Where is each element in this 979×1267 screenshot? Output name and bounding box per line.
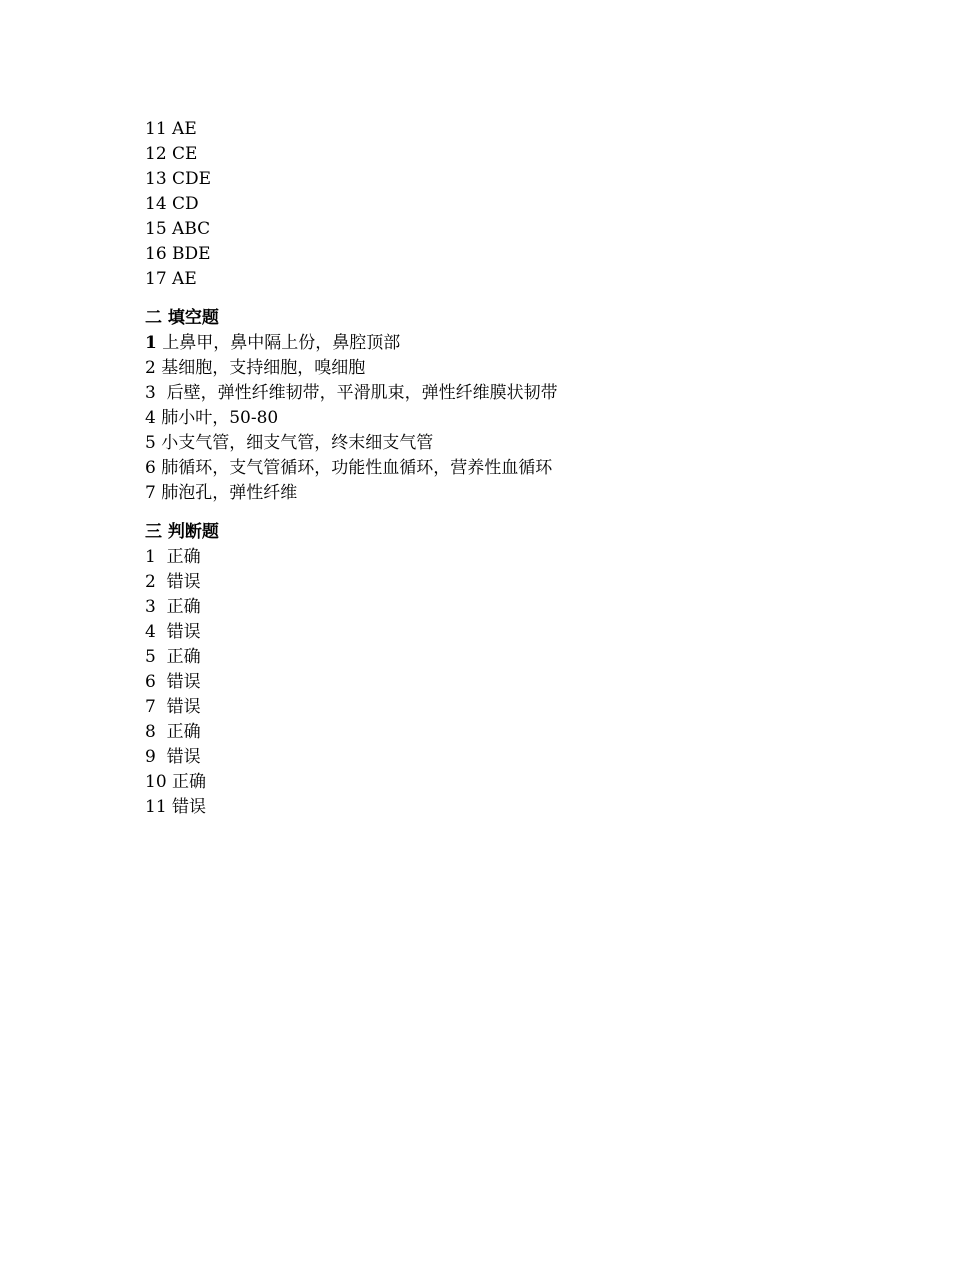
answer-text: 后壁，弹性纤维韧带，平滑肌束，弹性纤维膜状韧带: [161, 383, 558, 403]
fill-blank-section: [145, 306, 845, 506]
answer-line: [145, 267, 845, 292]
question-number: 14: [145, 194, 167, 214]
answer-line: [145, 406, 845, 431]
answer-line: [145, 381, 845, 406]
answer-line: [145, 331, 845, 356]
question-number: 8: [145, 722, 162, 742]
answer-text: CD: [172, 194, 199, 214]
answer-line: [145, 795, 845, 820]
answer-line: [145, 431, 845, 456]
answer-text: 正确: [166, 647, 201, 667]
answer-text: CDE: [172, 169, 212, 189]
answer-line: [145, 167, 845, 192]
answer-text: 错误: [166, 672, 201, 692]
answer-text: 肺泡孔，弹性纤维: [161, 483, 298, 503]
answer-text: 正确: [166, 597, 201, 617]
true-false-section: [145, 520, 845, 820]
answer-text: 错误: [166, 572, 201, 592]
answer-line: [145, 356, 845, 381]
answer-line: [145, 456, 845, 481]
answer-text: 正确: [166, 547, 201, 567]
answer-line: [145, 481, 845, 506]
question-number: 4: [145, 622, 162, 642]
section-heading: 二 填空题: [145, 308, 219, 328]
answer-text: 正确: [166, 722, 201, 742]
answer-text: BDE: [172, 244, 211, 264]
answer-text: ABC: [172, 219, 211, 239]
question-number: 10: [145, 772, 167, 792]
section-heading: 三 判断题: [145, 522, 219, 542]
answer-text: 错误: [166, 747, 201, 767]
question-number: 7: [145, 697, 162, 717]
question-number: 12: [145, 144, 167, 164]
question-number: 1: [145, 333, 157, 353]
question-number: 15: [145, 219, 167, 239]
answer-line: [145, 192, 845, 217]
answer-line: [145, 745, 845, 770]
answer-text: 正确: [172, 772, 207, 792]
question-number: 6: [145, 672, 162, 692]
answer-line: [145, 620, 845, 645]
answer-text: AE: [172, 119, 197, 139]
question-number: 17: [145, 269, 167, 289]
question-number: 13: [145, 169, 167, 189]
answer-line: [145, 217, 845, 242]
answer-text: 错误: [172, 797, 207, 817]
question-number: 11: [145, 119, 167, 139]
answer-line: [145, 545, 845, 570]
answer-line: [145, 242, 845, 267]
question-number: 5: [145, 433, 156, 453]
question-number: 2: [145, 572, 162, 592]
question-number: 16: [145, 244, 167, 264]
multiple-choice-section: [145, 117, 845, 292]
answer-line: [145, 720, 845, 745]
section-spacer: [145, 292, 845, 306]
question-number: 3: [145, 597, 162, 617]
question-number: 6: [145, 458, 156, 478]
answer-line: [145, 117, 845, 142]
answer-line: [145, 695, 845, 720]
answer-text: 肺小叶，50-80: [161, 408, 279, 428]
answer-line: [145, 570, 845, 595]
answer-text: 错误: [166, 697, 201, 717]
answer-key-document: [145, 117, 845, 820]
answer-text: CE: [172, 144, 198, 164]
answer-line: [145, 142, 845, 167]
answer-text: 基细胞，支持细胞，嗅细胞: [161, 358, 366, 378]
question-number: 2: [145, 358, 156, 378]
answer-text: 小支气管，细支气管，终末细支气管: [161, 433, 434, 453]
question-number: 4: [145, 408, 156, 428]
question-number: 9: [145, 747, 162, 767]
question-number: 7: [145, 483, 156, 503]
answer-line: [145, 595, 845, 620]
answer-text: 错误: [166, 622, 201, 642]
answer-line: [145, 645, 845, 670]
answer-line: [145, 670, 845, 695]
answer-text: 肺循环，支气管循环，功能性血循环，营养性血循环: [161, 458, 553, 478]
question-number: 5: [145, 647, 162, 667]
question-number: 1: [145, 547, 162, 567]
answer-text: AE: [172, 269, 197, 289]
answer-line: [145, 770, 845, 795]
question-number: 3: [145, 383, 156, 403]
question-number: 11: [145, 797, 167, 817]
section-spacer: [145, 506, 845, 520]
answer-text: 上鼻甲，鼻中隔上份，鼻腔顶部: [162, 333, 401, 353]
